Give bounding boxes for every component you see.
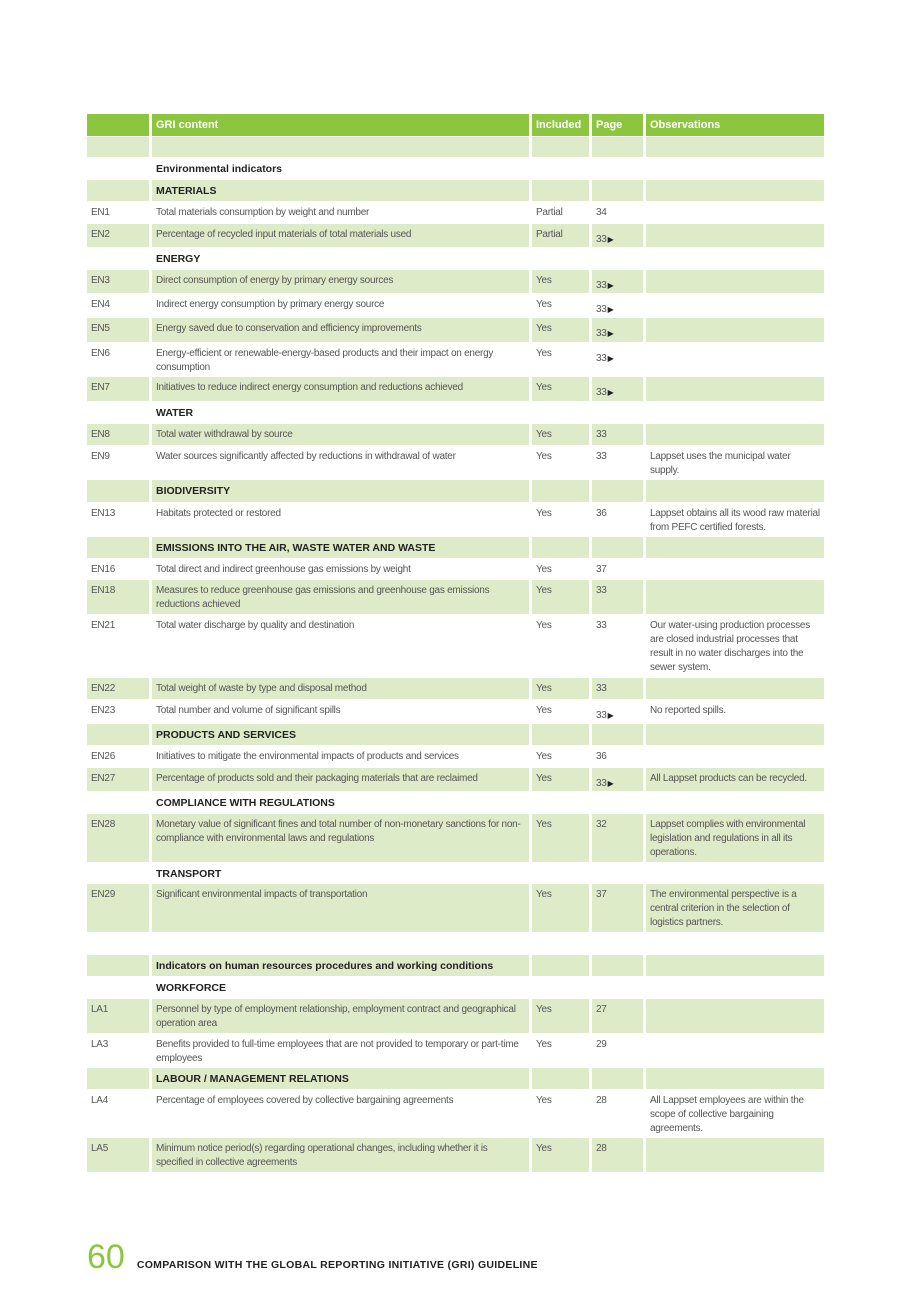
code-cell: EN26 (91, 751, 116, 762)
empty-cell (592, 792, 643, 813)
included-cell: Yes (532, 768, 589, 791)
section-row (87, 402, 824, 423)
page-number-text: 33 (596, 353, 607, 364)
empty-cell (152, 933, 529, 954)
empty-cell (592, 724, 643, 745)
content-cell: Personnel by type of employment relationship, employment contract and geographical operation area (152, 999, 529, 1033)
section-title: COMPLIANCE WITH REGULATIONS (156, 797, 335, 809)
section-title: MATERIALS (152, 180, 529, 201)
content-cell: Total materials consumption by weight and number (156, 207, 370, 218)
code-cell: EN13 (91, 508, 116, 519)
empty-cell (87, 480, 149, 502)
page-cell (592, 294, 643, 317)
content-cell: Habitats protected or restored (156, 508, 281, 519)
page-cell: 32 (592, 814, 643, 862)
code-cell: EN6 (91, 348, 110, 359)
observations-cell (646, 202, 824, 223)
page-footer (87, 1240, 538, 1274)
page-cell: 33 (592, 424, 643, 445)
observations-cell: No reported spills. (650, 705, 726, 716)
empty-cell (532, 933, 589, 954)
content-cell: Percentage of recycled input materials of total materials used (152, 224, 529, 247)
page-cell: 33 (592, 580, 643, 614)
empty-cell (87, 977, 149, 998)
section-row (87, 248, 824, 269)
content-cell: Monetary value of significant fines and total number of non-monetary sanctions for non-compliance with environmental laws and regulations (152, 814, 529, 862)
table-row (87, 580, 824, 614)
table-header (87, 114, 824, 136)
section-title: WORKFORCE (156, 982, 226, 994)
section-title: PRODUCTS AND SERVICES (152, 724, 529, 745)
page-cell: 37 (592, 884, 643, 932)
included-cell: Yes (536, 348, 552, 359)
empty-cell (532, 158, 589, 179)
section-title: LABOUR / MANAGEMENT RELATIONS (152, 1068, 529, 1089)
section-title: WATER (156, 407, 194, 419)
empty-cell (87, 724, 149, 745)
empty-cell (646, 248, 824, 269)
table-row (87, 446, 824, 479)
observations-cell (646, 270, 824, 293)
empty-cell (646, 158, 824, 179)
empty-cell (592, 137, 643, 157)
content-cell: Indirect energy consumption by primary energy source (156, 299, 385, 310)
page-cell (592, 377, 643, 401)
page-cell: 37 (596, 564, 607, 575)
page-cell: 27 (592, 999, 643, 1033)
section-row (87, 158, 824, 179)
empty-cell (592, 248, 643, 269)
empty-cell (532, 792, 589, 813)
content-cell: Direct consumption of energy by primary energy sources (152, 270, 529, 293)
page-number-text: 33 (596, 387, 607, 398)
empty-cell (87, 248, 149, 269)
empty-cell (592, 977, 643, 998)
included-cell: Partial (536, 207, 563, 218)
code-cell: LA1 (87, 999, 149, 1033)
empty-cell (646, 137, 824, 157)
content-cell: Total water withdrawal by source (152, 424, 529, 445)
empty-cell (592, 480, 643, 502)
section-row (87, 955, 824, 976)
content-cell: Minimum notice period(s) regarding operational changes, including whether it is specified in collective agreements (152, 1138, 529, 1172)
page-cell (592, 343, 643, 376)
code-cell: LA4 (91, 1095, 109, 1106)
code-cell: EN22 (87, 678, 149, 699)
table-row (87, 884, 824, 932)
code-cell: EN27 (87, 768, 149, 791)
empty-cell (532, 137, 589, 157)
header-gri-content: GRI content (152, 114, 529, 136)
observations-cell (646, 377, 824, 401)
content-cell: Water sources significantly affected by reductions in withdrawal of water (156, 451, 456, 462)
gri-table (87, 114, 824, 1173)
section-row (87, 180, 824, 201)
included-cell: Yes (536, 1095, 552, 1106)
page-cell: 33 (592, 678, 643, 699)
code-cell: EN4 (91, 299, 110, 310)
code-cell: EN2 (87, 224, 149, 247)
page-number: 60 (87, 1238, 125, 1276)
arrow-right-icon: ▶ (607, 354, 614, 363)
section-row (87, 863, 824, 883)
empty-cell (646, 977, 824, 998)
observations-cell: Our water-using production processes are closed industrial processes that result in no water discharges into the sewer system. (650, 620, 810, 673)
section-title: BIODIVERSITY (152, 480, 529, 502)
content-cell: Initiatives to mitigate the environmental impacts of products and services (156, 751, 459, 762)
code-cell: EN23 (91, 705, 116, 716)
section-row (87, 1068, 824, 1089)
code-cell: EN8 (87, 424, 149, 445)
page-number-text: 33 (596, 304, 607, 315)
observations-cell (646, 580, 824, 614)
content-cell: Initiatives to reduce indirect energy consumption and reductions achieved (152, 377, 529, 401)
page-number-text: 33 (596, 778, 607, 789)
empty-cell (592, 1068, 643, 1089)
content-cell: Total direct and indirect greenhouse gas emissions by weight (156, 564, 411, 575)
included-cell: Yes (532, 884, 589, 932)
empty-cell (646, 933, 824, 954)
page-cell: 33 (596, 620, 607, 631)
arrow-right-icon: ▶ (607, 329, 614, 338)
code-cell: EN5 (87, 318, 149, 342)
empty-cell (646, 1068, 824, 1089)
table-row (87, 318, 824, 342)
table-row (87, 294, 824, 317)
included-cell: Partial (532, 224, 589, 247)
table-row (87, 224, 824, 247)
content-cell: Significant environmental impacts of transportation (152, 884, 529, 932)
included-cell: Yes (536, 564, 552, 575)
table-row (87, 768, 824, 791)
table-row (87, 424, 824, 445)
page-cell (592, 318, 643, 342)
empty-cell (87, 863, 149, 883)
section-title: Environmental indicators (156, 163, 283, 175)
footer-title: COMPARISON WITH THE GLOBAL REPORTING INITIATIVE (GRI) GUIDELINE (136, 1259, 538, 1271)
table-body (87, 137, 824, 1172)
observations-cell: All Lappset products can be recycled. (646, 768, 824, 791)
empty-cell (592, 402, 643, 423)
included-cell: Yes (532, 678, 589, 699)
page-cell: 28 (596, 1095, 607, 1106)
observations-cell (646, 424, 824, 445)
content-cell: Percentage of products sold and their packaging materials that are reclaimed (152, 768, 529, 791)
section-title: EMISSIONS INTO THE AIR, WASTE WATER AND WASTE (152, 537, 529, 558)
table-row (87, 1090, 824, 1137)
spacer-row (87, 933, 824, 954)
included-cell: Yes (532, 424, 589, 445)
page-cell (592, 768, 643, 791)
observations-cell (646, 559, 824, 579)
content-cell: Total water discharge by quality and destination (156, 620, 355, 631)
section-title: TRANSPORT (156, 868, 222, 880)
section-row (87, 480, 824, 502)
table-row (87, 559, 824, 579)
code-cell: EN28 (87, 814, 149, 862)
included-cell: Yes (532, 580, 589, 614)
content-cell: Measures to reduce greenhouse gas emissions and greenhouse gas emissions reductions achieved (152, 580, 529, 614)
table-row (87, 343, 824, 376)
section-title: ENERGY (156, 253, 201, 265)
code-cell: EN29 (87, 884, 149, 932)
observations-cell (646, 318, 824, 342)
page-number-text: 33 (596, 710, 607, 721)
spacer-row (87, 137, 824, 157)
arrow-right-icon: ▶ (607, 281, 614, 290)
table-row (87, 700, 824, 723)
empty-cell (592, 158, 643, 179)
content-cell: Percentage of employees covered by collective bargaining agreements (156, 1095, 454, 1106)
included-cell: Yes (536, 1039, 552, 1050)
empty-cell (592, 537, 643, 558)
observations-cell (646, 678, 824, 699)
content-cell: Total number and volume of significant spills (156, 705, 341, 716)
empty-cell (532, 402, 589, 423)
empty-cell (532, 724, 589, 745)
table-row (87, 270, 824, 293)
empty-cell (532, 480, 589, 502)
arrow-right-icon: ▶ (607, 711, 614, 720)
code-cell: EN7 (87, 377, 149, 401)
code-cell: EN1 (91, 207, 110, 218)
code-cell: EN9 (91, 451, 110, 462)
content-cell: Benefits provided to full-time employees that are not provided to temporary or part-time employees (156, 1039, 519, 1064)
observations-cell (646, 999, 824, 1033)
section-row (87, 537, 824, 558)
included-cell: Yes (532, 318, 589, 342)
table-row (87, 615, 824, 677)
included-cell: Yes (536, 751, 552, 762)
empty-cell (592, 933, 643, 954)
page-cell: 29 (596, 1039, 607, 1050)
table-row (87, 202, 824, 223)
page-cell: 36 (596, 751, 607, 762)
included-cell: Yes (536, 299, 552, 310)
code-cell: LA5 (87, 1138, 149, 1172)
page-cell: 36 (596, 508, 607, 519)
empty-cell (87, 792, 149, 813)
code-cell: EN16 (91, 564, 116, 575)
content-cell: Energy saved due to conservation and efficiency improvements (152, 318, 529, 342)
empty-cell (532, 1068, 589, 1089)
observations-cell: All Lappset employees are within the scope of collective bargaining agreements. (650, 1095, 804, 1134)
included-cell: Yes (532, 999, 589, 1033)
header-code (87, 114, 149, 136)
table-row (87, 1138, 824, 1172)
empty-cell (646, 792, 824, 813)
empty-cell (87, 137, 149, 157)
table-row (87, 678, 824, 699)
included-cell: Yes (532, 270, 589, 293)
arrow-right-icon: ▶ (607, 779, 614, 788)
arrow-right-icon: ▶ (607, 388, 614, 397)
empty-cell (646, 480, 824, 502)
page-cell (592, 224, 643, 247)
page-cell: 28 (592, 1138, 643, 1172)
included-cell: Yes (536, 705, 552, 716)
observations-cell (646, 1138, 824, 1172)
included-cell: Yes (536, 620, 552, 631)
observations-cell: Lappset uses the municipal water supply. (650, 451, 791, 476)
empty-cell (532, 955, 589, 976)
content-cell: Total weight of waste by type and disposal method (152, 678, 529, 699)
page-number-text: 33 (596, 328, 607, 339)
empty-cell (87, 180, 149, 201)
code-cell: EN3 (87, 270, 149, 293)
table-row (87, 377, 824, 401)
section-title: Indicators on human resources procedures and working conditions (152, 955, 529, 976)
arrow-right-icon: ▶ (607, 235, 614, 244)
observations-cell (646, 224, 824, 247)
code-cell: EN18 (87, 580, 149, 614)
observations-cell: Lappset complies with environmental legislation and regulations in all its operations. (646, 814, 824, 862)
empty-cell (87, 933, 149, 954)
arrow-right-icon: ▶ (607, 305, 614, 314)
empty-cell (592, 863, 643, 883)
included-cell: Yes (536, 451, 552, 462)
page-cell: 33 (596, 451, 607, 462)
observations-cell (646, 294, 824, 317)
header-observations: Observations (646, 114, 824, 136)
empty-cell (532, 977, 589, 998)
empty-cell (646, 955, 824, 976)
section-row (87, 792, 824, 813)
empty-cell (532, 537, 589, 558)
code-cell: EN21 (91, 620, 116, 631)
empty-cell (152, 137, 529, 157)
empty-cell (592, 180, 643, 201)
included-cell: Yes (532, 1138, 589, 1172)
header-page: Page (592, 114, 643, 136)
content-cell: Energy-efficient or renewable-energy-based products and their impact on energy consumption (156, 348, 494, 373)
observations-cell (646, 746, 824, 767)
empty-cell (646, 180, 824, 201)
observations-cell (646, 1034, 824, 1067)
empty-cell (592, 955, 643, 976)
page-cell (592, 270, 643, 293)
observations-cell (646, 343, 824, 376)
empty-cell (87, 955, 149, 976)
header-included: Included (532, 114, 589, 136)
code-cell: LA3 (91, 1039, 109, 1050)
observations-cell: Lappset obtains all its wood raw material from PEFC certified forests. (650, 508, 820, 533)
included-cell: Yes (532, 814, 589, 862)
table-row (87, 503, 824, 536)
table-row (87, 746, 824, 767)
empty-cell (532, 180, 589, 201)
empty-cell (87, 1068, 149, 1089)
empty-cell (646, 537, 824, 558)
section-row (87, 724, 824, 745)
empty-cell (87, 158, 149, 179)
table-row (87, 1034, 824, 1067)
section-row (87, 977, 824, 998)
included-cell: Yes (532, 377, 589, 401)
empty-cell (87, 402, 149, 423)
empty-cell (646, 863, 824, 883)
empty-cell (532, 248, 589, 269)
empty-cell (646, 724, 824, 745)
included-cell: Yes (536, 508, 552, 519)
table-row (87, 814, 824, 862)
page-cell: 34 (596, 207, 607, 218)
table-row (87, 999, 824, 1033)
page-cell (592, 700, 643, 723)
empty-cell (87, 537, 149, 558)
page-number-text: 33 (596, 280, 607, 291)
empty-cell (532, 863, 589, 883)
page-number-text: 33 (596, 234, 607, 245)
empty-cell (646, 402, 824, 423)
observations-cell: The environmental perspective is a central criterion in the selection of logistics partners. (646, 884, 824, 932)
